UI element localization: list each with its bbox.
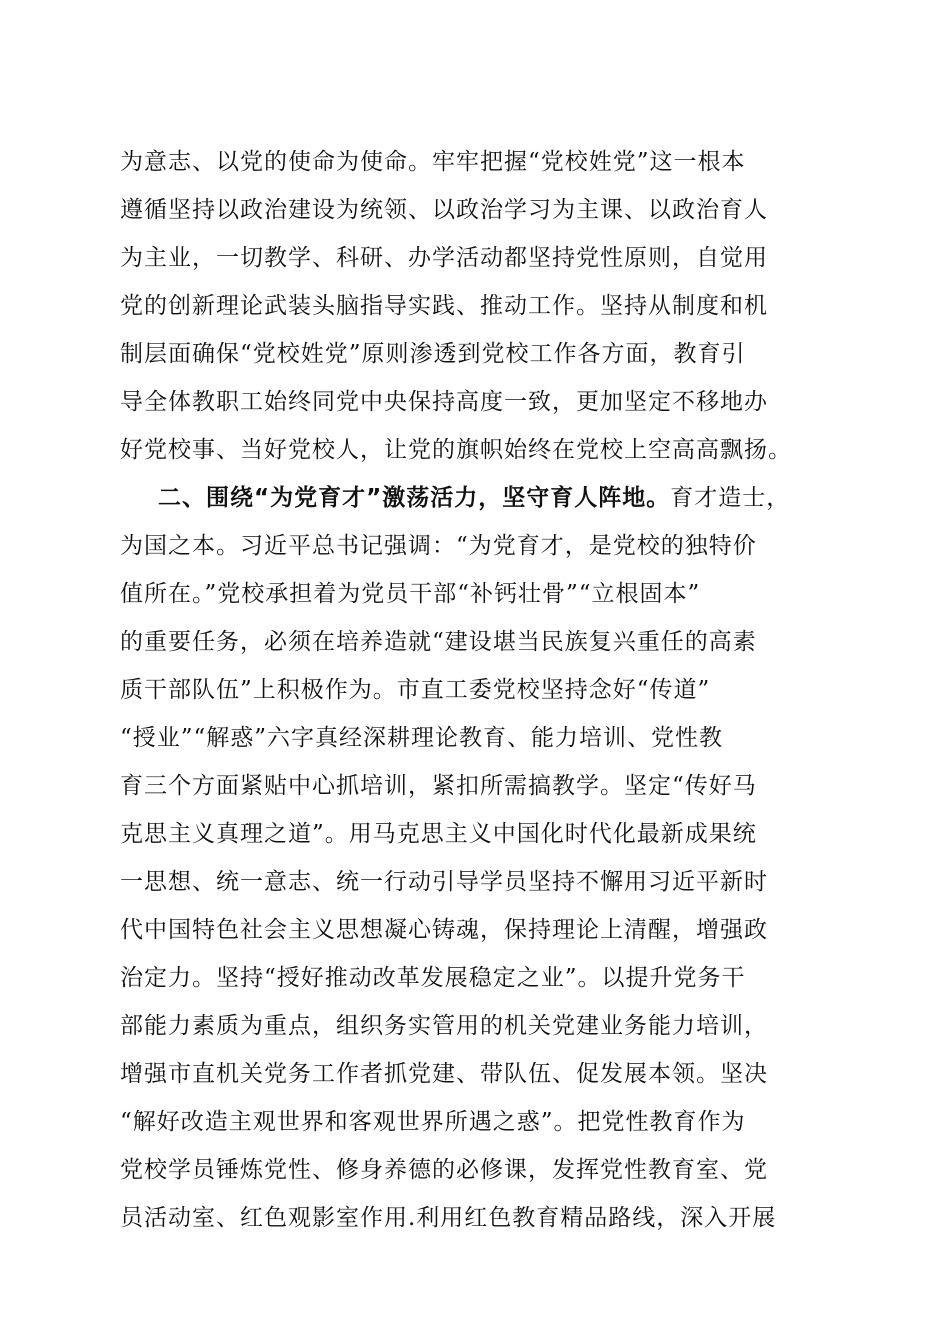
section-line: 克思主义真理之道”。用马克思主义中国化时代化最新成果统 [120, 821, 757, 847]
paragraph-line: 为主业，一切教学、科研、办学活动都坚持党性原则，自觉用 [120, 245, 768, 271]
section-line: 为国之本。习近平总书记强调：“为党育才，是党校的独特价 [120, 533, 757, 559]
section-line: 育三个方面紧贴中心抓培训，紧扣所需搞教学。坚定“传好马 [120, 773, 757, 799]
section-line: 代中国特色社会主义思想凝心铸魂，保持理论上清醒，增强政 [120, 917, 768, 943]
paragraph-line: 为意志、以党的使命为使命。牢牢把握“党校姓党”这一根本 [120, 149, 746, 175]
section-line: 值所在。”党校承担着为党员干部“补钙壮骨”“立根固本” [120, 581, 701, 607]
section-line: 员活动室、红色观影室作用.利用红色教育精品路线，深入开展 [120, 1205, 777, 1231]
section-line: 党校学员锤炼党性、修身养德的必修课，发挥党性教育室、党 [120, 1157, 768, 1183]
paragraph-line: 好党校事、当好党校人，让党的旗帜始终在党校上空高高飘扬。 [120, 437, 792, 463]
section-line: 的重要任务，必须在培养造就“建设堪当民族复兴重任的高素 [120, 629, 757, 655]
section-heading-line [158, 472, 790, 524]
section-heading: 二、围绕“为党育才”激荡活力，坚守育人阵地。 [158, 485, 671, 511]
section-line: 增强市直机关党务工作者抓党建、带队伍、促发展本领。坚决 [120, 1061, 768, 1087]
section-line: 部能力素质为重点，组织务实管用的机关党建业务能力培训， [120, 1013, 768, 1039]
section-line: “解好改造主观世界和客观世界所遇之惑”。把党性教育作为 [120, 1109, 746, 1135]
section-line: 一思想、统一意志、统一行动引导学员坚持不懈用习近平新时 [120, 869, 768, 895]
paragraph-line: 党的创新理论武装头脑指导实践、推动工作。坚持从制度和机 [120, 293, 768, 319]
paragraph-line: 导全体教职工始终同党中央保持高度一致，更加坚定不移地办 [120, 389, 768, 415]
section-line: “授业”“解惑”六字真经深耕理论教育、能力培训、党性教 [120, 725, 724, 751]
paragraph-line: 遵循坚持以政治建设为统领、以政治学习为主课、以政治育人 [120, 197, 768, 223]
section-line: 治定力。坚持“授好推动改革发展稳定之业”。以提升党务干 [120, 965, 746, 991]
section-line: 质干部队伍”上积极作为。市直工委党校坚持念好“传道” [120, 677, 711, 703]
section-heading-tail: 育才造士， [670, 485, 791, 511]
paragraph-line: 制层面确保“党校姓党”原则渗透到党校工作各方面，教育引 [120, 341, 746, 367]
